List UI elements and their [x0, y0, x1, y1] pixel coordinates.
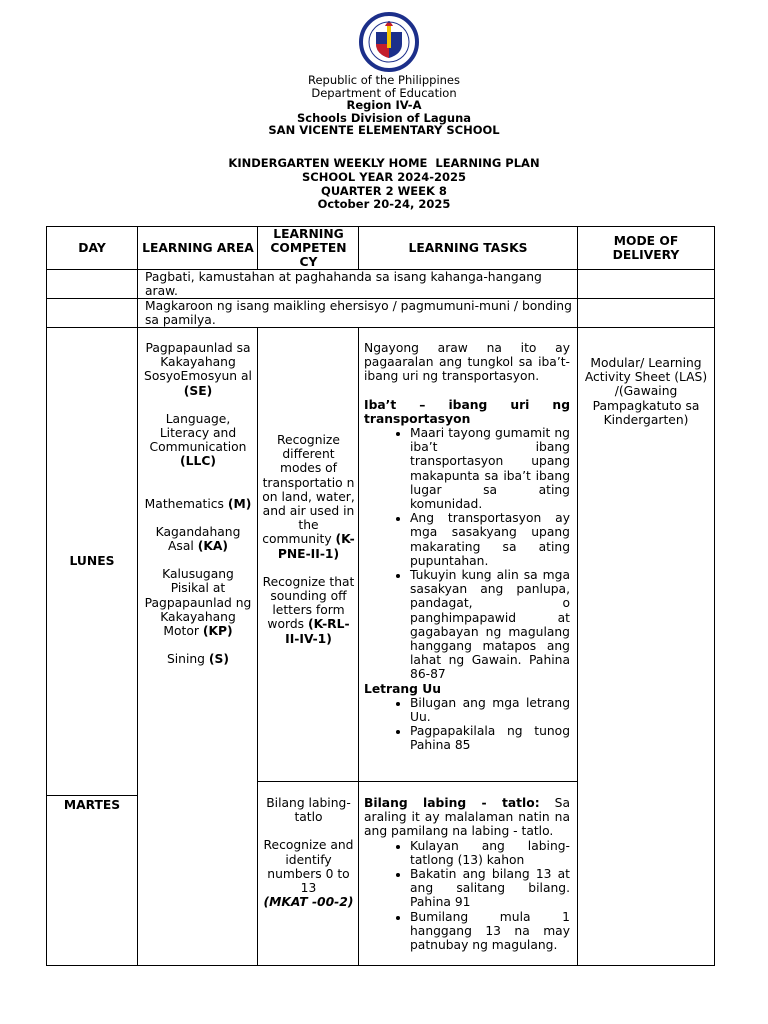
header-day: DAY [78, 240, 106, 255]
region-line: Region IV-A [346, 98, 422, 113]
department-line: Department of Education [311, 85, 457, 100]
school-year: SCHOOL YEAR 2024-2025 [302, 169, 466, 184]
tasks-heading-transport: Iba’t – ibang uri ng transportasyon [364, 397, 570, 426]
header-learning-area: LEARNING AREA [142, 240, 254, 255]
competency-code: (MKAT -00-2) [263, 895, 354, 910]
learning-area-list [142, 341, 254, 666]
header-learning-competency: LEARNING COMPETEN CY [270, 226, 347, 270]
competency-lunes [262, 433, 355, 646]
plan-title: KINDERGARTEN WEEKLY HOME LEARNING PLAN [228, 156, 540, 170]
header-mode-of-delivery: MODE OF DELIVERY [612, 233, 680, 262]
republic-line: Republic of the Philippines [307, 73, 461, 87]
letter-bullets [364, 696, 570, 753]
exercise-row: Magkaroon ng isang maikling ehersisyo / pagmumuni-muni / bonding sa pamilya. [145, 299, 572, 328]
list-item: • Maari tayong gumamit ng iba’t ibang transportasyon upang makapunta sa iba’t ibang lugar sa ating komunidad. [410, 426, 570, 511]
area-se: Pagpapaunlad sa Kakayahang SosyoEmosyun al (SE) [144, 341, 252, 398]
competency-transport: Recognize different modes of transportatio n on land, water, and air used in the community (K-PNE-II-1) [262, 433, 355, 561]
division-line: Schools Division of Laguna [296, 110, 472, 125]
competency-title: Bilang labing-tatlo [266, 796, 351, 825]
competency-letters: Recognize that sounding off letters form words (K-RL-II-IV-1) [262, 574, 355, 646]
list-item: • Pagpapakilala ng tunog Pahina 85 [410, 724, 570, 752]
mode-of-delivery: Modular/ Learning Activity Sheet (LAS) /(Gawaing Pampagkatuto sa Kindergarten) [584, 356, 708, 427]
list-item: • Bumilang mula 1 hanggang 13 na may patnubay ng magulang. [410, 910, 570, 953]
area-llc: Language, Literacy and Communication (LLC) [149, 411, 247, 469]
school-line: SAN VICENTE ELEMENTARY SCHOOL [268, 123, 500, 138]
header-learning-tasks: LEARNING TASKS [408, 240, 528, 255]
transport-bullets [364, 426, 570, 682]
greeting-row: Pagbati, kamustahan at paghahanda sa isang kahanga-hangang araw. [145, 270, 542, 299]
list-item: • Bakatin ang bilang 13 at ang salitang bilang. Pahina 91 [410, 867, 570, 910]
list-item: • Tukuyin kung alin sa mga sasakyan ang panlupa, pandagat, o panghimpapawid at gagabayan ng magulang hanggang matapos ang lahat ng Gawain. Pahina 86-87 [410, 568, 570, 682]
list-item: • Ang transportasyon ay mga sasakyang upang makarating sa ating pupuntahan. [410, 511, 570, 568]
learning-tasks-lunes [364, 341, 570, 753]
area-math: Mathematics (M) [144, 496, 252, 511]
date-range: October 20-24, 2025 [317, 197, 451, 212]
tasks-heading-letter: Letrang Uu [364, 681, 441, 696]
tasks-intro: Ngayong araw na ito ay pagaaralan ang tungkol sa iba’t-ibang uri ng transportasyon. [364, 341, 570, 384]
quarter-week: QUARTER 2 WEEK 8 [321, 183, 447, 198]
list-item: • Kulayan ang labing-tatlong (13) kahon [410, 839, 570, 867]
area-ka: Kagandahang Asal (KA) [155, 524, 241, 554]
area-sining: Sining (S) [166, 652, 230, 667]
martes-intro: Bilang labing - tatlo: Sa araling it ay malalaman natin na ang pamilang na labing - tatlo. [364, 796, 571, 839]
list-item: • Bilugan ang mga letrang Uu. [410, 696, 570, 724]
competency-text: Recognize and identify numbers 0 to 13 [263, 838, 354, 896]
competency-martes [262, 796, 355, 909]
learning-tasks-martes [364, 796, 570, 952]
martes-bullets [364, 839, 570, 953]
day-lunes: LUNES [69, 554, 115, 568]
day-martes: MARTES [63, 798, 121, 812]
area-kp: Kalusugang Pisikal at Pagpapaunlad ng Kakayahang Motor (KP) [144, 567, 252, 639]
